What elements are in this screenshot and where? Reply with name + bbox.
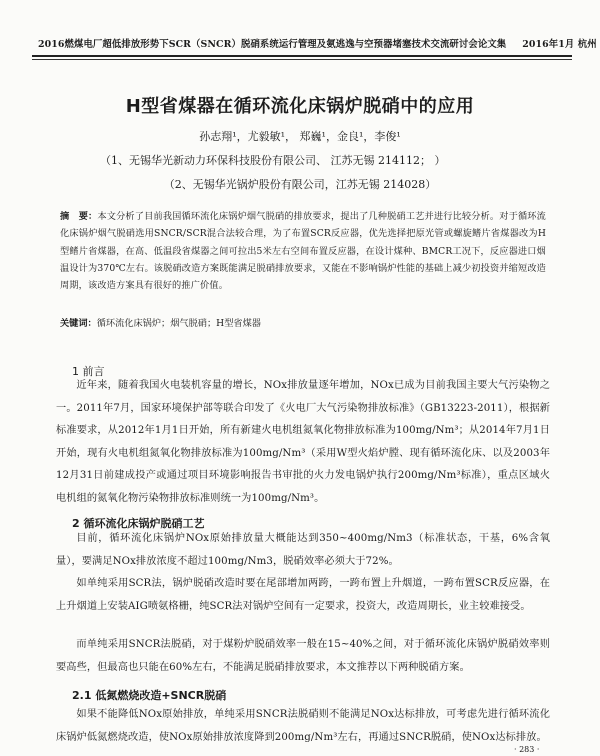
running-head-date: 2016年1月 杭州 (522, 39, 597, 50)
paper-authors: 孙志翔¹，尤毅敏¹， 郑巍¹，金良¹，李俊¹ (199, 130, 401, 143)
section-heading-2-1: 2.1 低氮燃烧改造+SNCR脱硝 (72, 689, 227, 702)
page-number: · 283 · (514, 745, 540, 754)
paragraph: 目前，循环流化床锅炉NOx原始排放量大概能达到350~400mg/Nm3（标准状态，干基，6%含氧量），要满足NOx排放浓度不超过100mg/Nm3，脱硝效率必须大于72%。 (56, 533, 550, 567)
keywords-label: 关键词： (60, 318, 97, 329)
abstract (60, 208, 546, 294)
affiliation-1: （1、无锡华光新动力环保科技股份有限公司、 江苏无锡 214112； ） (100, 154, 446, 167)
header-rule-thick (32, 55, 572, 57)
abstract-text: 本文分析了目前我国循环流化床锅炉烟气脱硝的排放要求，提出了几种脱硝工艺并进行比较分析。对于循环流化床锅炉烟气脱硝选用SNCR/SCR混合法较合理，为了布置SCR反应器，优先选择把原光管或螺旋鳍片省煤器改为H型鳍片省煤器，在高、低温段省煤器之间可拉出5米左右空间布置反应器，在设计煤种、BMCR工况下，反应器进口烟温设计为370℃左右。该脱硝改造方案既能满足脱硝排放要求，又能在不影响锅炉性能的基础上减少初投资并缩短改造周期，该改造方案具有很好的推广价值。 (60, 211, 546, 292)
paragraph: 而单纯采用SNCR法脱硝，对于煤粉炉脱硝效率一般在15~40%之间，对于循环流化床锅炉脱硝效率则要高些，但最高也只能在60%左右，不能满足脱硝排放要求，本文推荐以下两种脱硝方案。 (56, 639, 550, 673)
section-heading-1: 1 前言 (72, 365, 105, 378)
affiliation-2: （2、无锡华光锅炉股份有限公司，江苏无锡 214028） (163, 178, 437, 191)
paper-title: H型省煤器在循环流化床锅炉脱硝中的应用 (125, 96, 475, 117)
paragraph: 如果不能降低NOx原始排放，单纯采用SNCR法脱硝则不能满足NOx达标排放，可考虑先进行循环流化床锅炉低氮燃烧改造，使NOx原始排放浓度降到200mg/Nm³左右，再通过SNCR脱硝，使NOx达标排放。 (56, 709, 550, 743)
keywords (60, 315, 261, 329)
running-head-text: 2016燃煤电厂超低排放形势下SCR（SNCR）脱硝系统运行管理及氨逃逸与空预器堵塞技术交流研讨会论文集 (38, 39, 507, 50)
abstract-label: 摘 要： (60, 211, 98, 222)
running-head (38, 36, 597, 50)
paragraph: 如单纯采用SCR法，锅炉脱硝改造时要在尾部增加两跨，一跨布置上升烟道，一跨布置SCR反应器，在上升烟道上安装AIG喷氨格栅，纯SCR法对锅炉空间有一定要求，投资大，改造周期长，业主较难接受。 (56, 578, 550, 612)
section-heading-2: 2 循环流化床锅炉脱硝工艺 (72, 517, 205, 530)
paragraph: 近年来，随着我国火电装机容量的增长，NOx排放量逐年增加，NOx已成为目前我国主要大气污染物之一。2011年7月，国家环境保护部等联合印发了《火电厂大气污染物排放标准》（GB13223-2011），根据新标准要求，从2012年1月1日开始，所有新建火电机组氮氧化物排放标准为100mg/Nm³；从2014年7月1日开始，现有火电机组氮氧化物排放标准为100mg/Nm³（采用W型火焰炉膛、现有循环流化床、以及2003年12月31日前建成投产或通过项目环境影响报告书审批的火力发电锅炉执行200mg/Nm³标准），重点区域火电机组的氮氧化物污染物排放标准则统一为100mg/Nm³。 (56, 380, 550, 504)
header-rule-thin (32, 59, 572, 60)
keywords-text: 循环流化床锅炉；烟气脱硝；H型省煤器 (96, 318, 261, 329)
